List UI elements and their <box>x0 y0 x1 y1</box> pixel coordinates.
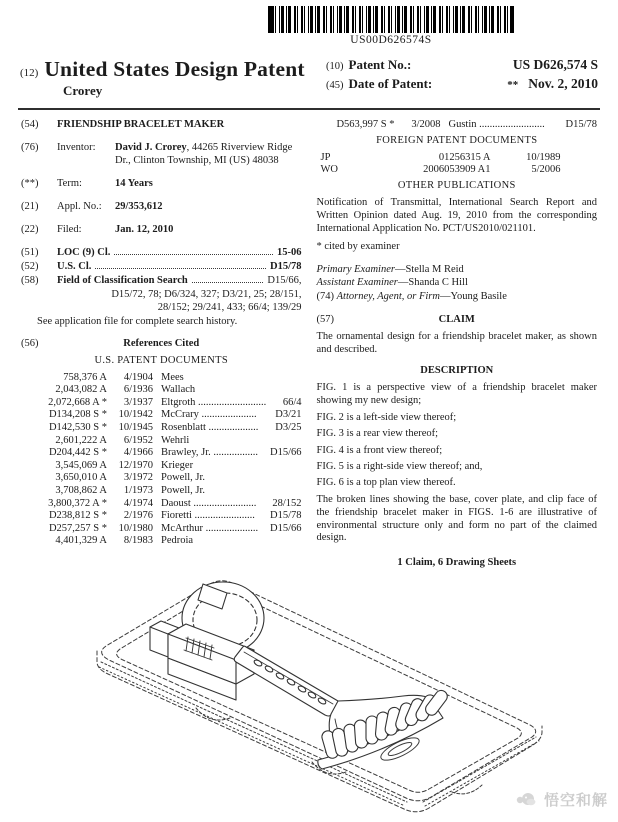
barcode-number: US00D626574S <box>350 34 432 46</box>
reference-row: 2,072,668 A * 3/1937 Eltgroth .......................... 66/4 <box>48 396 302 408</box>
field-54-code: (54) <box>21 119 39 130</box>
fig-description: FIG. 5 is a right-side view thereof; and, <box>316 460 483 472</box>
primary-examiner-name: —Stella M Reid <box>394 263 464 275</box>
reference-row: D257,257 S * 10/1980 McArthur .................... D15/66 <box>48 522 302 534</box>
us-class-label: U.S. Cl. <box>57 261 92 273</box>
us-patent-documents-list <box>21 372 302 548</box>
filed-value: Jan. 12, 2010 <box>115 223 174 235</box>
field-term-code: (**) <box>21 177 39 189</box>
inventor-address: , 44265 Riverview Ridge Dr., Clinton Township, MI (US) 48038 <box>115 141 293 166</box>
foreign-documents-list <box>317 152 598 178</box>
examiner-block <box>317 263 598 304</box>
attorney-label: Attorney, Agent, or Firm <box>336 291 440 303</box>
figure-descriptions <box>317 382 598 490</box>
attorney-name: —Young Basile <box>439 291 507 303</box>
fig-description: FIG. 1 is a perspective view of a friendship bracelet maker showing my new design; <box>316 382 598 407</box>
bracelet-maker-tool <box>150 582 450 769</box>
reference-row: 3,708,862 A 1/1973 Powell, Jr. <box>55 485 206 497</box>
field-74-code: (74) <box>316 291 337 303</box>
filed-label: Filed: <box>57 223 82 235</box>
field-56-code: (56) <box>21 337 39 349</box>
inventor-name: David J. Crorey <box>115 141 187 153</box>
other-pubs-heading: OTHER PUBLICATIONS <box>397 180 516 192</box>
assistant-examiner-label: Assistant Examiner <box>316 277 398 289</box>
right-column <box>317 119 598 570</box>
inventor-info <box>115 142 302 168</box>
left-column <box>21 119 302 570</box>
barcode-block <box>268 6 514 46</box>
patent-number: US D626,574 S <box>512 57 598 72</box>
field-22-code: (22) <box>21 223 39 235</box>
patent-date: Nov. 2, 2010 <box>528 76 598 91</box>
foreign-row: JP 01256315 A 10/1989 <box>320 151 561 163</box>
field-76-code: (76) <box>21 141 39 153</box>
fig-description: FIG. 6 is a top plan view thereof. <box>316 477 456 489</box>
reference-row: 2,601,222 A 6/1952 Wehrli <box>55 434 190 446</box>
appl-no-value: 29/353,612 <box>115 200 163 212</box>
cited-by-examiner-note: * cited by examiner <box>316 240 400 252</box>
reference-row: 3,800,372 A * 4/1974 Daoust ........................ 28/152 <box>48 497 302 509</box>
term-value: 14 Years <box>115 177 153 189</box>
watermark <box>515 789 608 810</box>
field-21-code: (21) <box>21 200 39 212</box>
reference-row: D142,530 S * 10/1945 Rosenblatt ................... D3/25 <box>48 422 302 434</box>
field-search-value: D15/66, <box>267 275 302 287</box>
term-extension-stars: ** <box>507 79 519 91</box>
field-search-label: Field of Classification Search <box>57 275 188 287</box>
reference-row: 2,043,082 A 6/1936 Wallach <box>55 384 196 396</box>
invention-title: FRIENDSHIP BRACELET MAKER <box>57 119 225 130</box>
watermark-text: 悟空和解 <box>543 792 608 809</box>
field-58-code: (58) <box>21 275 39 287</box>
inventor-label: Inventor: <box>57 141 96 153</box>
reference-row: D563,997 S * 3/2008 Gustin ......................... D15/78 <box>336 119 597 130</box>
other-pubs-text: Notification of Transmittal, International Search Report and Written Opinion dated Aug. 19, 2010 from the corresponding International Application No. PCT/US2010/021101. <box>316 197 597 235</box>
header-divider <box>18 108 600 110</box>
appl-no-label: Appl. No.: <box>57 200 102 212</box>
references-heading: References Cited <box>123 337 200 349</box>
search-history-note: See application file for complete search history. <box>37 315 238 327</box>
term-label: Term: <box>57 177 82 189</box>
patent-no-label: Patent No.: <box>348 57 412 72</box>
fig-description: FIG. 2 is a left-side view thereof; <box>316 411 457 423</box>
patent-drawing-fig1 <box>0 556 618 818</box>
reference-row: D134,208 S * 10/1942 McCrary ..................... D3/21 <box>48 409 302 421</box>
bibliographic-columns <box>0 119 618 570</box>
page-title: United States Design Patent <box>44 57 305 81</box>
loc-class-label: LOC (9) Cl. <box>57 247 111 259</box>
kind-code: (12) <box>20 67 39 79</box>
foreign-row: WO 2006053909 A1 5/2006 <box>320 164 561 176</box>
field-search-cont-2: 28/152; 29/241, 433; 66/4; 139/29 <box>157 302 302 314</box>
field-52-code: (52) <box>21 261 39 273</box>
claim-text: The ornamental design for a friendship bracelet maker, as shown and described. <box>316 330 597 355</box>
broken-lines-text: The broken lines showing the base, cover plate, and clip face of the friendship bracelet maker in FIGS. 1-6 are illustrative of environmental structure only and form no part of the claimed design. <box>316 493 597 544</box>
reference-row: 3,545,069 A 12/1970 Krieger <box>55 459 194 471</box>
assistant-examiner-name: —Shanda C Hill <box>397 277 468 289</box>
reference-row: 758,376 A 4/1904 Mees <box>63 371 184 383</box>
claims-sheets-note: 1 Claim, 6 Drawing Sheets <box>397 557 517 569</box>
fig1-perspective-view <box>0 556 618 818</box>
dot-leader <box>95 268 266 269</box>
inventor-surname: Crorey <box>63 83 103 98</box>
fig-description: FIG. 3 is a rear view thereof; <box>316 428 439 440</box>
field-51-code: (51) <box>21 247 39 259</box>
field-search-cont-1: D15/72, 78; D6/324, 327; D3/21, 25; 28/151, <box>111 289 302 301</box>
primary-examiner-label: Primary Examiner <box>316 263 395 275</box>
claim-heading: CLAIM <box>438 313 475 325</box>
foreign-docs-heading: FOREIGN PATENT DOCUMENTS <box>376 134 538 146</box>
dot-leader <box>114 254 273 255</box>
reference-row: 4,401,329 A 8/1983 Pedroia <box>55 535 194 547</box>
patent-no-code: (10) <box>326 61 344 72</box>
us-class-value: D15/78 <box>270 261 302 273</box>
date-code: (45) <box>326 80 344 91</box>
reference-row: 3,650,010 A 3/1972 Powell, Jr. <box>55 472 206 484</box>
barcode-image <box>268 6 514 33</box>
field-57-code: (57) <box>316 313 334 325</box>
patent-header <box>20 57 598 99</box>
reference-row: D238,812 S * 2/1976 Fioretti ....................... D15/78 <box>48 510 302 522</box>
description-heading: DESCRIPTION <box>420 365 494 377</box>
us-docs-heading: U.S. PATENT DOCUMENTS <box>94 354 228 366</box>
date-label: Date of Patent: <box>348 76 433 91</box>
dot-leader <box>192 282 264 283</box>
reference-row: D204,442 S * 4/1966 Brawley, Jr. ................. D15/66 <box>48 447 302 459</box>
loc-class-value: 15-06 <box>277 247 302 259</box>
fig-description: FIG. 4 is a front view thereof; <box>316 444 443 456</box>
wukong-logo-icon <box>515 791 539 809</box>
